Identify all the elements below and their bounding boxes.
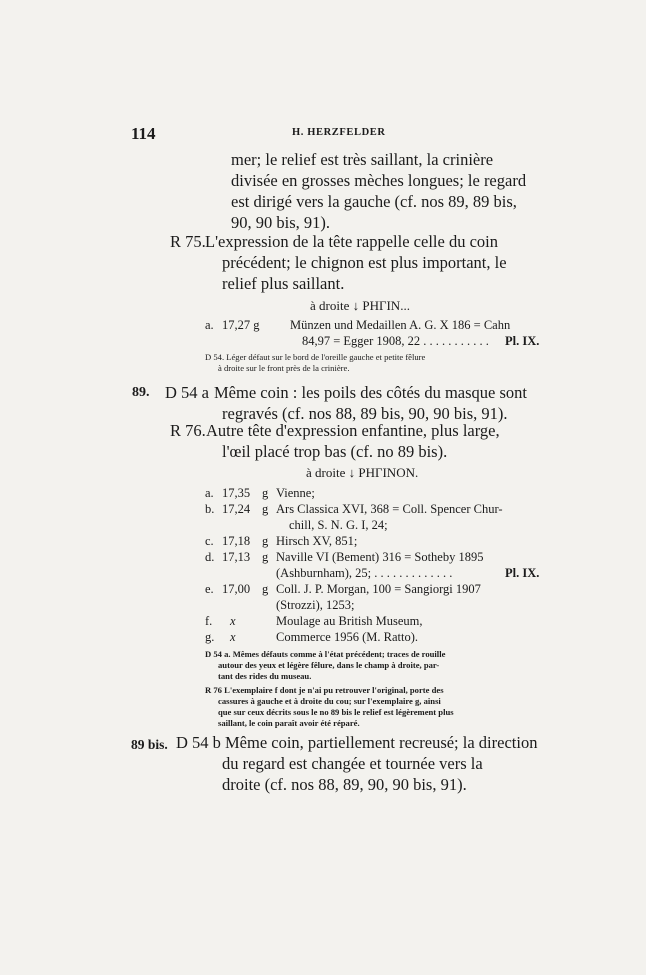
r76-item-b-text2: chill, S. N. G. I, 24; [289, 518, 388, 532]
entry-89bis-line-1: Même coin, partiellement recreusé; la direction [225, 733, 538, 752]
r75-item-a-plate: Pl. IX. [505, 334, 540, 348]
entry-89bis-line-3: droite (cf. nos 88, 89, 90, 90 bis, 91). [222, 775, 467, 794]
r76-item-g-letter: g. [205, 630, 215, 644]
entry-89bis-line-2: du regard est changée et tournée vers la [222, 754, 483, 773]
entry-89-number: 89. [132, 385, 150, 400]
entry-89bis-die: D 54 b [176, 733, 221, 752]
r75-label: R 75. [170, 232, 206, 251]
r75-note-line-2: à droite sur le front près de la crinière. [218, 363, 350, 373]
r76-item-a-weight: 17,35 [222, 486, 251, 500]
r75-item-a-weight: 17,27 g [222, 318, 260, 332]
r76-item-e-unit: g [262, 582, 269, 596]
r76-item-d-text2: (Ashburnham), 25; . . . . . . . . . . . . . [276, 566, 453, 580]
r76-item-c-unit: g [262, 534, 269, 548]
continuation-line-4: 90, 90 bis, 91). [231, 213, 330, 232]
r76-item-d-unit: g [262, 550, 269, 564]
r76-item-d-plate: Pl. IX. [505, 566, 540, 580]
r75-line-1: L'expression de la tête rappelle celle du coin [205, 232, 498, 251]
r76-item-b-weight: 17,24 [222, 502, 251, 516]
r76-item-b-letter: b. [205, 502, 215, 516]
r76-item-b-unit: g [262, 502, 269, 516]
entry-89bis-number: 89 bis. [131, 737, 168, 752]
r76-note2-line-3: que sur ceux décrits sous le no 89 bis le relief est légèrement plus [218, 707, 454, 717]
continuation-line-1: mer; le relief est très saillant, la crinière [231, 150, 494, 169]
running-title: H. HERZFELDER [292, 127, 386, 138]
r76-note2-line-1: R 76 L'exemplaire f dont je n'ai pu retrouver l'original, porte des [205, 685, 444, 695]
entry-89-line-2: regravés (cf. nos 88, 89 bis, 90, 90 bis, 91). [222, 404, 508, 423]
r75-item-a-letter: a. [205, 318, 214, 332]
r75-line-3: relief plus saillant. [222, 274, 345, 293]
r76-item-e-text: Coll. J. P. Morgan, 100 = Sangiorgi 1907 [276, 582, 481, 596]
r76-note1-line-2: autour des yeux et légère fêlure, dans le champ à droite, par- [218, 660, 440, 670]
r76-note1-line-3: tant des rides du museau. [218, 671, 312, 681]
r76-item-e-text2: (Strozzi), 1253; [276, 598, 355, 612]
r75-line-2: précédent; le chignon est plus important, le [222, 253, 507, 272]
r75-legend: à droite ↓ ΡΗΓΙΝ... [310, 298, 410, 313]
r76-item-c-letter: c. [205, 534, 214, 548]
r76-item-f-letter: f. [205, 614, 213, 628]
continuation-line-2: divisée en grosses mèches longues; le regard [231, 171, 527, 190]
r76-legend: à droite ↓ ΡΗΓΙΝΟΝ. [306, 465, 419, 480]
r76-label: R 76. [170, 421, 206, 440]
continuation-line-3: est dirigé vers la gauche (cf. nos 89, 89 bis, [231, 192, 517, 211]
r76-note2-line-4: saillant, le coin paraît avoir été réparé. [218, 718, 360, 728]
page-number: 114 [131, 124, 156, 143]
r76-item-d-weight: 17,13 [222, 550, 251, 564]
r76-line-1: Autre tête d'expression enfantine, plus large, [206, 421, 500, 440]
r75-item-a-text2: 84,97 = Egger 1908, 22 . . . . . . . . . . . [302, 334, 489, 348]
r76-note1-line-1: D 54 a. Mêmes défauts comme à l'état précédent; traces de rouille [205, 649, 446, 659]
r76-item-d-letter: d. [205, 550, 215, 564]
r76-note2-line-2: cassures à gauche et à droite du cou; sur l'exemplaire g, ainsi [218, 696, 441, 706]
r76-item-a-letter: a. [205, 486, 214, 500]
entry-89-die: D 54 a [165, 383, 209, 402]
r76-item-e-letter: e. [205, 582, 214, 596]
r75-note-line-1: D 54. Léger défaut sur le bord de l'oreille gauche et petite fêlure [205, 352, 426, 362]
r76-item-a-text: Vienne; [276, 486, 315, 500]
r76-item-c-text: Hirsch XV, 851; [276, 534, 358, 548]
r76-item-b-text: Ars Classica XVI, 368 = Coll. Spencer Chur- [276, 502, 503, 516]
r76-item-a-unit: g [262, 486, 269, 500]
r76-item-c-weight: 17,18 [222, 534, 251, 548]
r76-item-f-weight: x [230, 614, 236, 628]
r76-item-g-text: Commerce 1956 (M. Ratto). [276, 630, 418, 644]
entry-89-line-1: Même coin : les poils des côtés du masque sont [214, 383, 527, 402]
r76-item-f-text: Moulage au British Museum, [276, 614, 423, 628]
r75-item-a-text1: Münzen und Medaillen A. G. X 186 = Cahn [290, 318, 511, 332]
r76-item-d-text: Naville VI (Bement) 316 = Sotheby 1895 [276, 550, 484, 564]
r76-item-e-weight: 17,00 [222, 582, 251, 596]
r76-item-g-weight: x [230, 630, 236, 644]
r76-line-2: l'œil placé trop bas (cf. no 89 bis). [222, 442, 448, 461]
